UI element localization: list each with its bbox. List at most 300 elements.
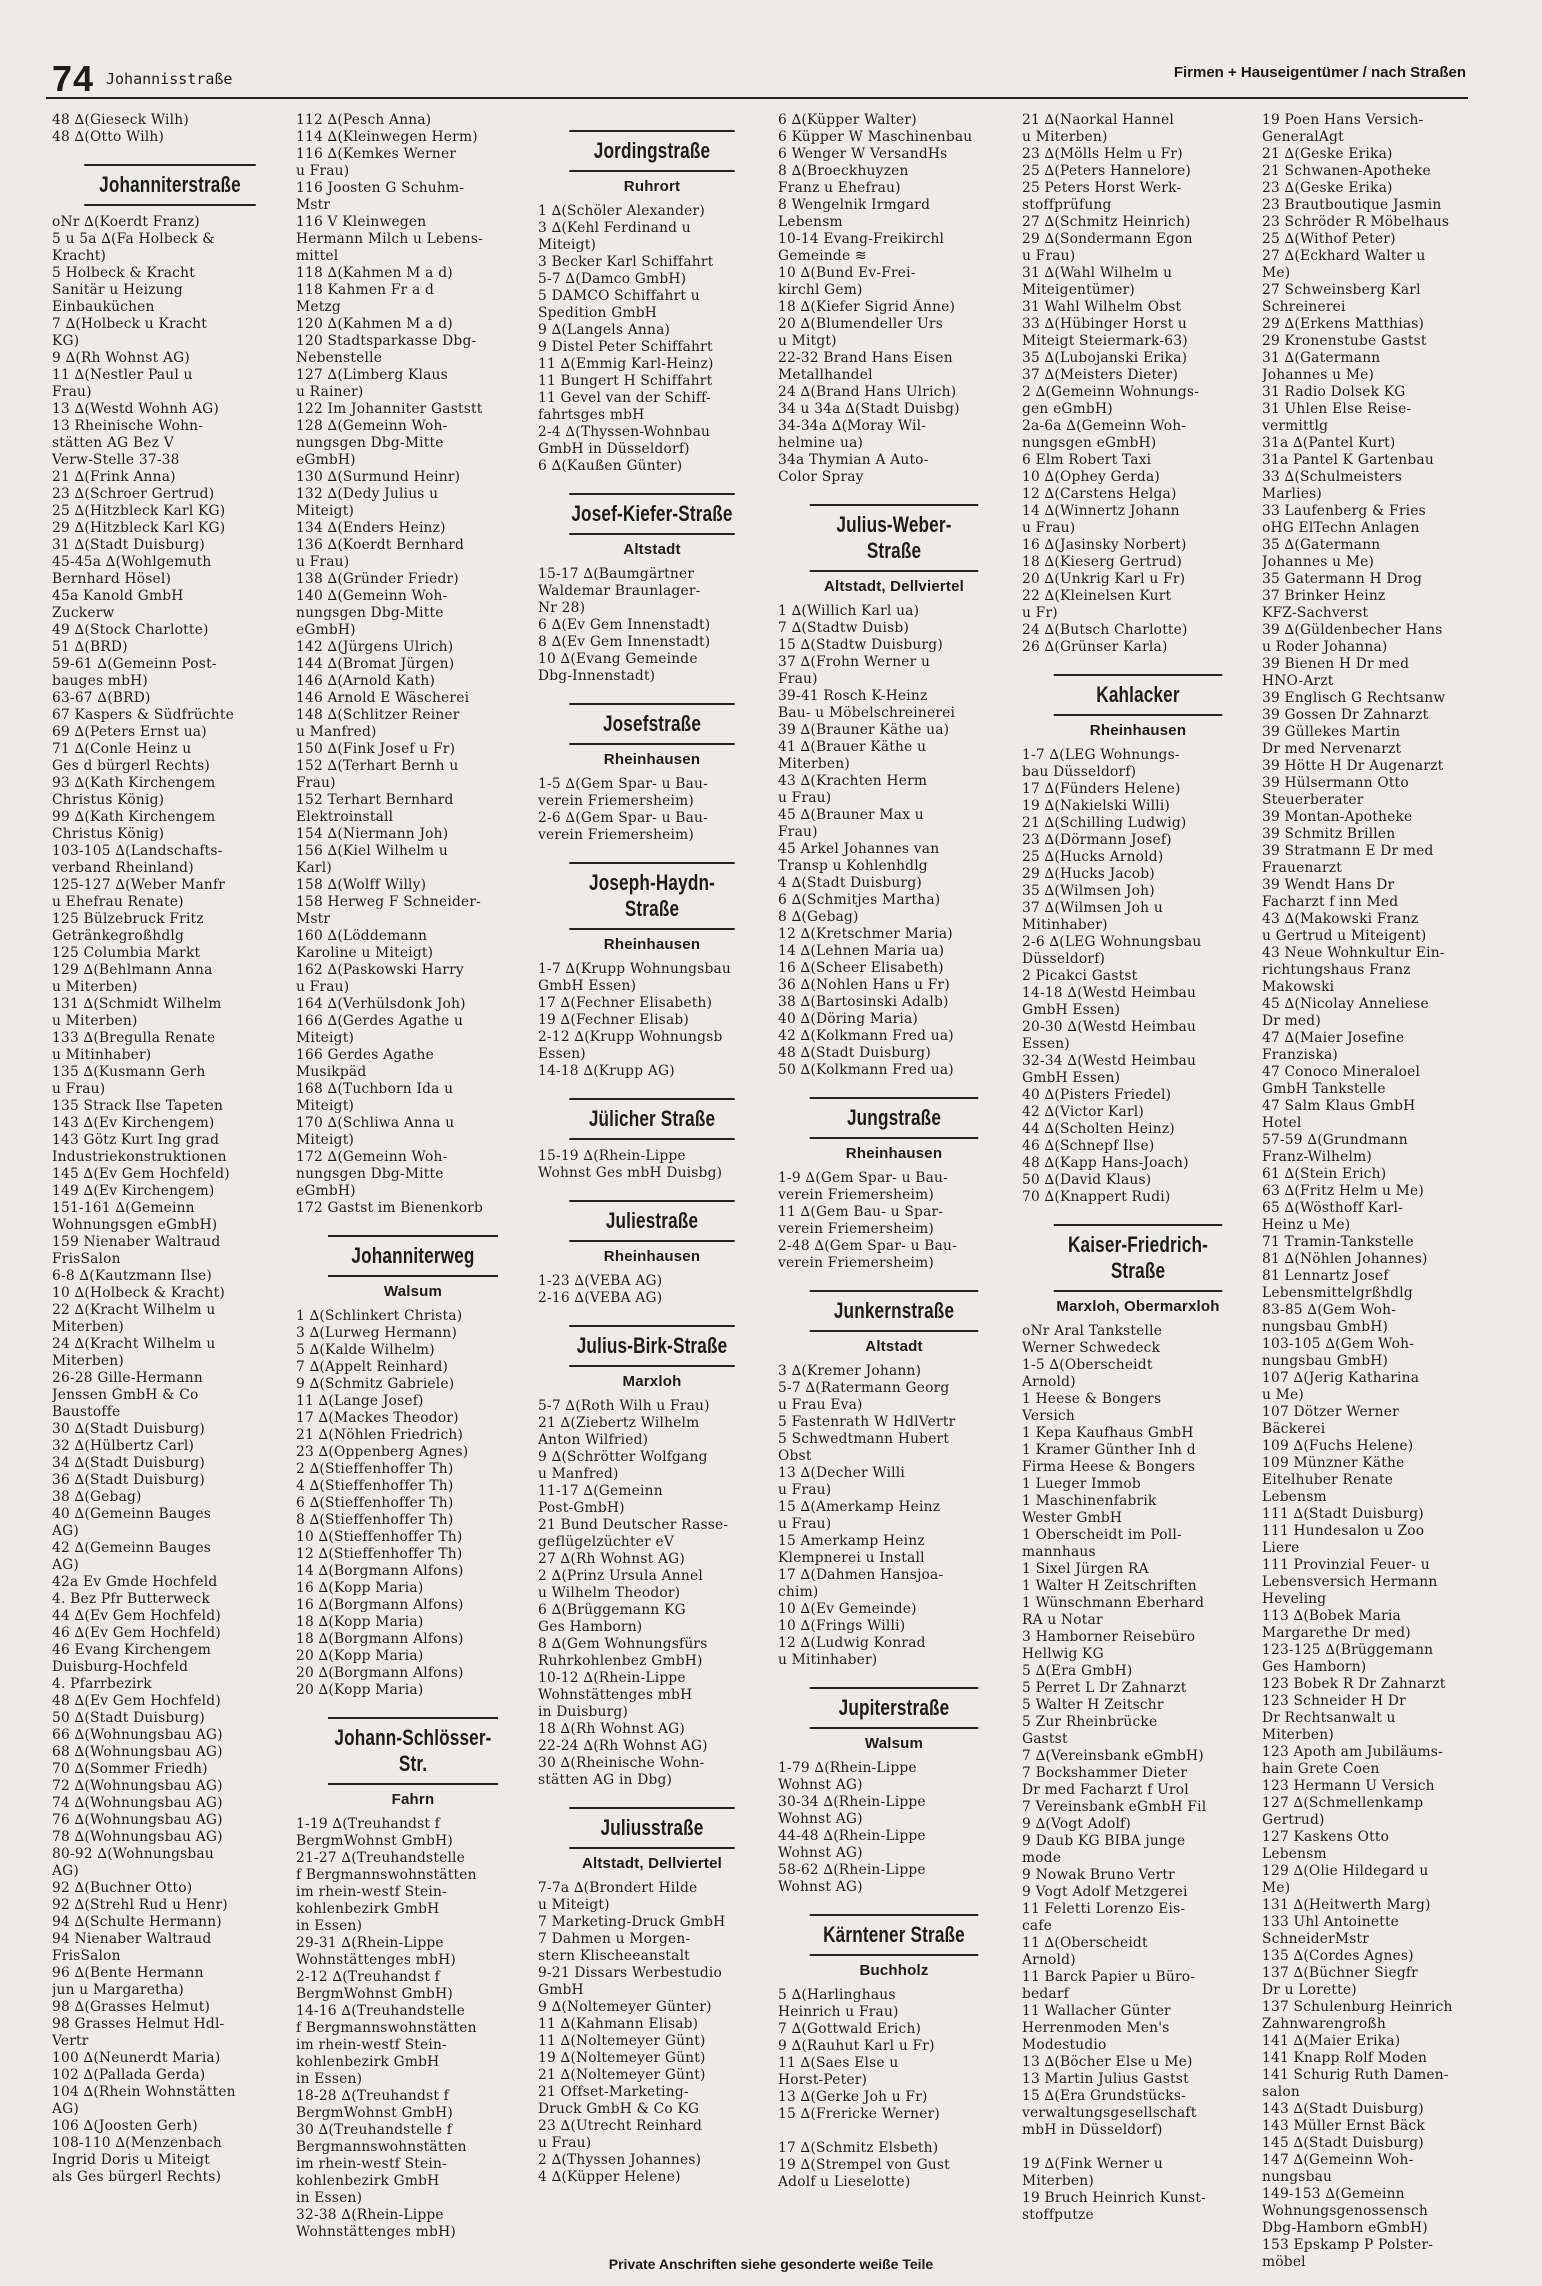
directory-entry: 118 Kahmen Fr a d (296, 282, 435, 298)
directory-entry: Lebensmittelgrßhdlg (1262, 1285, 1413, 1301)
directory-entry: 46 Evang Kirchengem (52, 1642, 211, 1658)
directory-entry: 19 ∆(Nakielski Willi) (1022, 798, 1171, 814)
directory-entry: nungsbau GmbH) (1262, 1319, 1389, 1335)
directory-entry: Dbg-Hamborn eGmbH) (1262, 2220, 1428, 2236)
directory-entry: 29 Kronenstube Gastst (1262, 333, 1427, 349)
directory-entry: 17 ∆(Dahmen Hansjoa- (778, 1567, 944, 1583)
directory-entry: mittel (296, 248, 339, 264)
directory-entry: 1 Heese & Bongers (1022, 1391, 1162, 1407)
directory-entry: salon (1262, 2084, 1300, 2100)
directory-entry: 26-28 Gille-Hermann (52, 1370, 203, 1386)
directory-entry: Bäckerei (1262, 1421, 1326, 1437)
district-name: Marxloh, Obermarxloh (1056, 1298, 1220, 1315)
directory-entry: u Mitinhaber) (778, 1652, 878, 1668)
directory-entry: 25 ∆(Hitzbleck Karl KG) (52, 503, 226, 519)
directory-entry: 1-23 ∆(VEBA AG) (538, 1273, 663, 1289)
directory-entry: 72 ∆(Wohnungsbau AG) (52, 1778, 223, 1794)
directory-entry: GeneralAgt (1262, 129, 1344, 145)
directory-entry: BergmWohnst GmbH) (296, 1833, 453, 1849)
directory-entry: Horst-Peter) (778, 2072, 868, 2088)
directory-entry: Wohnstättenges mbH) (296, 1952, 456, 1968)
directory-entry: 5 ∆(Era GmbH) (1022, 1663, 1133, 1679)
directory-entry: oNr Aral Tankstelle (1022, 1323, 1163, 1339)
directory-entry: 23 ∆(Utrecht Reinhard (538, 2118, 703, 2134)
directory-entry (1022, 2139, 1254, 2156)
directory-entry: 21 ∆(Frink Anna) (52, 469, 176, 485)
directory-entry: 31 ∆(Gatermann (1262, 350, 1381, 366)
directory-entry: 6 ∆(Ev Gem Innenstadt) (538, 617, 711, 633)
directory-entry: kohlenbezirk GmbH (296, 1901, 440, 1917)
directory-entry: 20 ∆(Kopp Maria) (296, 1648, 424, 1664)
directory-entry: 15 ∆(Stadtw Duisburg) (778, 637, 943, 653)
directory-entry: 128 ∆(Gemeinn Woh- (296, 418, 448, 434)
directory-entry: 127 ∆(Schmellenkamp (1262, 1795, 1424, 1811)
directory-entry: in Essen) (296, 2190, 363, 2206)
directory-entry: Hellwig KG (1022, 1646, 1104, 1662)
directory-entry: 39 Wendt Hans Dr (1262, 877, 1395, 893)
directory-entry: als Ges bürgerl Rechts) (52, 2169, 222, 2185)
directory-entry: 32 ∆(Hülbertz Carl) (52, 1438, 195, 1454)
directory-entry: u Ehefrau Renate) (52, 894, 184, 910)
directory-entry: 9 ∆(Schrötter Wolfgang (538, 1449, 708, 1465)
directory-entry: 168 ∆(Tuchborn Ida u (296, 1081, 454, 1097)
directory-entry: Versich (1022, 1408, 1075, 1424)
directory-entry: 15-17 ∆(Baumgärtner (538, 566, 695, 582)
directory-entry: BergmWohnst GmbH) (296, 1986, 453, 2002)
directory-entry: 23 ∆(Dörmann Josef) (1022, 832, 1172, 848)
directory-entry: 146 ∆(Arnold Kath) (296, 673, 436, 689)
directory-entry: 37 ∆(Meisters Dieter) (1022, 367, 1179, 383)
street-name: Kahlacker (1054, 674, 1222, 716)
street-heading (296, 1235, 530, 1300)
directory-entry: 9 ∆(Schmitz Gabriele) (296, 1376, 455, 1392)
directory-entry: 5-7 ∆(Ratermann Georg (778, 1380, 950, 1396)
directory-entry: 6 Elm Robert Taxi (1022, 452, 1152, 468)
directory-entry: 26 ∆(Grünser Karla) (1022, 639, 1168, 655)
directory-entry: Zahnwarengroßh (1262, 2016, 1386, 2032)
directory-entry: 131 ∆(Heitwerth Marg) (1262, 1897, 1431, 1913)
directory-entry: 18 ∆(Kopp Maria) (296, 1614, 424, 1630)
directory-entry: 2-12 ∆(Treuhandst f (296, 1969, 440, 1985)
directory-entry: 50 ∆(Kolkmann Fred ua) (778, 1062, 954, 1078)
directory-entry: verwaltungsgesellschaft (1022, 2105, 1197, 2121)
directory-entry: 133 ∆(Bregulla Renate (52, 1030, 216, 1046)
directory-entry: 3 ∆(Kehl Ferdinand u (538, 220, 691, 236)
directory-entry: 34a Thymian A Auto- (778, 452, 929, 468)
directory-entry: nungsbau GmbH) (1262, 1353, 1389, 1369)
directory-entry: 159 Nienaber Waltraud (52, 1234, 221, 1250)
directory-entry: 11 ∆(Gem Bau- u Spar- (778, 1204, 944, 1220)
directory-entry: 10 ∆(Holbeck & Kracht) (52, 1285, 225, 1301)
directory-entry: 2 ∆(Thyssen Johannes) (538, 2152, 702, 2168)
street-name: Jülicher Straße (569, 1098, 734, 1140)
directory-entry: stoffputze (1022, 2207, 1094, 2223)
directory-entry: Düsseldorf) (1022, 951, 1106, 967)
directory-entry: 76 ∆(Wohnungsbau AG) (52, 1812, 223, 1828)
directory-entry: nungsgen Dbg-Mitte (296, 605, 444, 621)
directory-entry: 50 ∆(David Klaus) (1022, 1172, 1152, 1188)
directory-entry: Miterben) (1262, 1727, 1334, 1743)
directory-entry: 59-61 ∆(Gemeinn Post- (52, 656, 217, 672)
directory-entry: 42 ∆(Gemeinn Bauges (52, 1540, 212, 1556)
directory-entry: richtungshaus Franz (1262, 962, 1411, 978)
directory-entry: 15 ∆(Era Grundstücks- (1022, 2088, 1186, 2104)
directory-entry: Dr med) (1262, 1013, 1321, 1029)
directory-entry: u Mitinhaber) (52, 1047, 152, 1063)
directory-entry: Miteigt) (296, 1132, 355, 1148)
directory-entry: 19 ∆(Fink Werner u (1022, 2156, 1163, 2172)
directory-entry: 1 Kepa Kaufhaus GmbH (1022, 1425, 1194, 1441)
directory-entry: 24 ∆(Butsch Charlotte) (1022, 622, 1188, 638)
directory-entry: Miterben) (778, 756, 850, 772)
directory-entry: 22 ∆(Kracht Wilhelm u (52, 1302, 216, 1318)
directory-entry: 11 Wallacher Günter (1022, 2003, 1171, 2019)
column-2 (296, 112, 530, 2241)
directory-entry: 102 ∆(Pallada Gerda) (52, 2067, 206, 2083)
directory-entry: 39 Hötte H Dr Augenarzt (1262, 758, 1444, 774)
directory-entry: Lebensm (1262, 1846, 1327, 1862)
directory-entry: Lebensm (778, 214, 843, 230)
directory-entry: Dr med Nervenarzt (1262, 741, 1402, 757)
directory-entry: 2 ∆(Stieffenhoffer Th) (296, 1461, 454, 1477)
directory-entry: 135 ∆(Cordes Agnes) (1262, 1948, 1414, 1964)
directory-entry: Steuerberater (1262, 792, 1364, 808)
directory-entry: Mstr (296, 911, 331, 927)
street-heading (778, 1290, 1010, 1355)
directory-entry: 40 ∆(Gemeinn Bauges (52, 1506, 212, 1522)
directory-entry: 1 Sixel Jürgen RA (1022, 1561, 1149, 1577)
directory-entry: Schreinerei (1262, 299, 1346, 315)
directory-entry: 43 Neue Wohnkultur Ein- (1262, 945, 1445, 961)
directory-entry: 23 ∆(Oppenberg Agnes) (296, 1444, 469, 1460)
directory-entry: Dr u Lorette) (1262, 1982, 1357, 1998)
directory-entry: 40 ∆(Döring Maria) (778, 1011, 919, 1027)
directory-entry: Eitelhuber Renate (1262, 1472, 1394, 1488)
directory-entry: Essen) (1022, 1036, 1070, 1052)
directory-entry: 17 ∆(Schmitz Elsbeth) (778, 2140, 939, 2156)
directory-entry: 135 ∆(Kusmann Gerh (52, 1064, 206, 1080)
directory-entry: Dr med Facharzt f Urol (1022, 1782, 1189, 1798)
directory-entry: 13 Martin Julius Gastst (1022, 2071, 1189, 2087)
directory-entry: Hermann Milch u Lebens- (296, 231, 484, 247)
directory-entry: 14-16 ∆(Treuhandstelle (296, 2003, 466, 2019)
directory-entry: 8 ∆(Broeckhuyzen (778, 163, 909, 179)
directory-entry: 156 ∆(Kiel Wilhelm u (296, 843, 448, 859)
directory-entry: 13 ∆(Westd Wohnh AG) (52, 401, 219, 417)
directory-entry: stern Klischeeanstalt (538, 1948, 690, 1964)
directory-entry: Wohnst Ges mbH Duisbg) (538, 1165, 723, 1181)
directory-entry: 40 ∆(Pisters Friedel) (1022, 1087, 1172, 1103)
directory-entry: Frau) (52, 384, 92, 400)
directory-entry: 2 ∆(Prinz Ursula Annel (538, 1568, 703, 1584)
directory-entry: 46 ∆(Ev Gem Hochfeld) (52, 1625, 221, 1641)
directory-entry: Wohnungsgen eGmbH) (52, 1217, 218, 1233)
directory-entry: 149 ∆(Ev Kirchengem) (52, 1183, 215, 1199)
directory-entry: 145 ∆(Stadt Duisburg) (1262, 2135, 1424, 2151)
directory-entry: 7 Dahmen u Morgen- (538, 1931, 691, 1947)
directory-entry: 127 Kaskens Otto (1262, 1829, 1390, 1845)
directory-entry: 20 ∆(Unkrig Karl u Fr) (1022, 571, 1186, 587)
directory-entry: 5-7 ∆(Damco GmbH) (538, 271, 687, 287)
directory-entry: 98 ∆(Grasses Helmut) (52, 1999, 211, 2015)
directory-entry: 15 ∆(Frericke Werner) (778, 2106, 940, 2122)
directory-entry: 30 ∆(Rheinische Wohn- (538, 1755, 705, 1771)
directory-entry: 1-9 ∆(Gem Spar- u Bau- (778, 1170, 949, 1186)
directory-entry: 7 ∆(Appelt Reinhard) (296, 1359, 449, 1375)
directory-entry: 5 Fastenrath W HdlVertr (778, 1414, 956, 1430)
directory-entry: möbel (1262, 2254, 1306, 2270)
directory-entry: 9 Daub KG BIBA junge (1022, 1833, 1186, 1849)
directory-entry: 141 ∆(Maier Erika) (1262, 2033, 1401, 2049)
directory-entry: 93 ∆(Kath Kirchengem (52, 775, 216, 791)
directory-entry: Getränkegroßhdlg (52, 928, 185, 944)
directory-entry: 39 Englisch G Rechtsanw (1262, 690, 1446, 706)
street-name: Joseph-Haydn-Straße (569, 862, 734, 930)
directory-entry: 19 Bruch Heinrich Kunst- (1022, 2190, 1206, 2206)
directory-entry: Mstr (296, 197, 331, 213)
directory-entry: 21 ∆(Geske Erika) (1262, 146, 1393, 162)
directory-entry: Miterben) (52, 1319, 124, 1335)
directory-entry: SchneiderMstr (1262, 1931, 1370, 1947)
directory-entry: 1-5 ∆(Oberscheidt (1022, 1357, 1153, 1373)
directory-entry: 35 ∆(Wilmsen Joh) (1022, 883, 1155, 899)
directory-entry: Vertr (52, 2033, 89, 2049)
directory-entry: Firma Heese & Bongers (1022, 1459, 1196, 1475)
directory-entry: 30-34 ∆(Rhein-Lippe (778, 1794, 926, 1810)
directory-entry: 43 ∆(Makowski Franz (1262, 911, 1419, 927)
directory-entry: Marlies) (1262, 486, 1323, 502)
street-heading (296, 1717, 530, 1808)
directory-entry: 31 ∆(Stadt Duisburg) (52, 537, 205, 553)
directory-entry: Sanitär u Heizung (52, 282, 183, 298)
street-heading (778, 1097, 1010, 1162)
directory-entry: 7 Bockshammer Dieter (1022, 1765, 1188, 1781)
directory-entry: 4 ∆(Stieffenhoffer Th) (296, 1478, 454, 1494)
directory-entry: Nebenstelle (296, 350, 383, 366)
directory-entry: 46 ∆(Schnepf Ilse) (1022, 1138, 1155, 1154)
directory-entry: 21 ∆(Naorkal Hannel (1022, 112, 1174, 128)
directory-entry: 65 ∆(Wösthoff Karl- (1262, 1200, 1403, 1216)
directory-entry: Wohnst AG) (778, 1845, 863, 1861)
directory-entry: 113 ∆(Bobek Maria (1262, 1608, 1401, 1624)
directory-entry: Heveling (1262, 1591, 1327, 1607)
directory-entry: 8 ∆(Gem Wohnungsfürs (538, 1636, 708, 1652)
directory-entry: 27 ∆(Eckhard Walter u (1262, 248, 1426, 264)
directory-entry: helmine ua) (778, 435, 864, 451)
directory-entry: Johannes u Me) (1262, 367, 1375, 383)
directory-entry: 153 Epskamp P Polster- (1262, 2237, 1434, 2253)
directory-entry: 170 ∆(Schliwa Anna u (296, 1115, 455, 1131)
directory-entry: 6 ∆(Stieffenhoffer Th) (296, 1495, 454, 1511)
directory-entry: gen eGmbH) (1022, 401, 1113, 417)
directory-entry: 12 ∆(Stieffenhoffer Th) (296, 1546, 463, 1562)
directory-entry: 63-67 ∆(BRD) (52, 690, 151, 706)
directory-entry: 29-31 ∆(Rhein-Lippe (296, 1935, 444, 1951)
directory-entry: 45a Kanold GmbH (52, 588, 184, 604)
directory-entry: 48 ∆(Otto Wilh) (52, 129, 165, 145)
directory-entry: HNO-Arzt (1262, 673, 1334, 689)
directory-entry: in Duisburg) (538, 1704, 629, 1720)
directory-entry: Me) (1262, 1880, 1291, 1896)
directory-entry: 103-105 ∆(Landschafts- (52, 843, 223, 859)
directory-entry: Metallhandel (778, 367, 873, 383)
directory-entry: 107 ∆(Jerig Katharina (1262, 1370, 1420, 1386)
directory-entry: 2 Picakci Gastst (1022, 968, 1138, 984)
directory-entry: u Gertrud u Miteigent) (1262, 928, 1427, 944)
directory-entry: 19 ∆(Noltemeyer Günt) (538, 2050, 706, 2066)
directory-entry: 10 ∆(Ophey Gerda) (1022, 469, 1160, 485)
directory-entry: Metzg (296, 299, 341, 315)
directory-entry: 116 ∆(Kemkes Werner (296, 146, 457, 162)
directory-entry: 51 ∆(BRD) (52, 639, 128, 655)
directory-entry: Essen) (538, 1046, 586, 1062)
directory-entry: u Miterben) (52, 979, 138, 995)
directory-entry: 18-28 ∆(Treuhandst f (296, 2088, 449, 2104)
directory-entry: 9 ∆(Noltemeyer Günter) (538, 1999, 712, 2015)
directory-entry: 1 ∆(Willich Karl ua) (778, 603, 920, 619)
directory-entry: 5 u 5a ∆(Fa Holbeck & (52, 231, 215, 247)
directory-entry: 11 ∆(Noltemeyer Günt) (538, 2033, 706, 2049)
directory-entry: Zuckerw (52, 605, 115, 621)
directory-entry: verein Friemersheim) (538, 793, 695, 809)
directory-entry: 44-48 ∆(Rhein-Lippe (778, 1828, 926, 1844)
directory-entry: 35 ∆(Gatermann (1262, 537, 1381, 553)
directory-entry: 15 ∆(Amerkamp Heinz (778, 1499, 941, 1515)
directory-entry: Miteigt) (296, 1098, 355, 1114)
directory-entry: Elektroinstall (296, 809, 394, 825)
directory-entry: 25 Peters Horst Werk- (1022, 180, 1182, 196)
directory-entry: 48 ∆(Stadt Duisburg) (778, 1045, 931, 1061)
directory-entry: 114 ∆(Kleinwegen Herm) (296, 129, 478, 145)
directory-entry: 37 ∆(Wilmsen Joh u (1022, 900, 1163, 916)
directory-entry: GmbH Essen) (538, 978, 637, 994)
directory-entry: 78 ∆(Wohnungsbau AG) (52, 1829, 223, 1845)
directory-entry: 8 ∆(Gebag) (778, 909, 859, 925)
street-name: Junkernstraße (810, 1290, 978, 1332)
directory-entry: Arnold) (1022, 1374, 1076, 1390)
directory-entry: 11 ∆(Lange Josef) (296, 1393, 424, 1409)
directory-entry: 12 ∆(Ludwig Konrad (778, 1635, 926, 1651)
directory-entry: vermittlg (1262, 418, 1329, 434)
directory-entry: verband Rheinland) (52, 860, 194, 876)
directory-entry: 136 ∆(Koerdt Bernhard (296, 537, 465, 553)
directory-entry: u Frau) (52, 1081, 106, 1097)
directory-entry: 1-7 ∆(Krupp Wohnungsbau (538, 961, 732, 977)
directory-entry: 143 ∆(Stadt Duisburg) (1262, 2101, 1424, 2117)
street-heading (538, 1807, 766, 1872)
directory-entry: 123 Hermann U Versich (1262, 1778, 1435, 1794)
directory-entry: 1 ∆(Schlinkert Christa) (296, 1308, 463, 1324)
directory-entry: 96 ∆(Bente Hermann (52, 1965, 204, 1981)
directory-entry: 42 ∆(Kolkmann Fred ua) (778, 1028, 954, 1044)
directory-entry: 14 ∆(Borgmann Alfons) (296, 1563, 464, 1579)
directory-entry: 94 ∆(Schulte Hermann) (52, 1914, 222, 1930)
directory-entry: stoffprüfung (1022, 197, 1112, 213)
column-5 (1022, 112, 1254, 2224)
directory-entry: 5 Perret L Dr Zahnarzt (1022, 1680, 1187, 1696)
street-heading (538, 493, 766, 558)
directory-entry: u Frau Eva) (778, 1397, 863, 1413)
directory-entry: 1 Oberscheidt im Poll- (1022, 1527, 1182, 1543)
directory-entry: u Roder Johanna) (1262, 639, 1388, 655)
directory-entry: Dbg-Innenstadt) (538, 668, 656, 684)
directory-entry: 7 ∆(Gottwald Erich) (778, 2021, 922, 2037)
directory-entry: 21 Bund Deutscher Rasse- (538, 1517, 729, 1533)
directory-entry: 48 ∆(Gieseck Wilh) (52, 112, 189, 128)
street-name: Juliusstraße (569, 1807, 734, 1849)
directory-entry: 11 ∆(Kahmann Elisab) (538, 2016, 699, 2032)
district-name: Altstadt (865, 1338, 923, 1355)
directory-entry: Modestudio (1022, 2037, 1107, 2053)
directory-entry: 8 ∆(Stieffenhoffer Th) (296, 1512, 454, 1528)
directory-entry: 1 Maschinenfabrik (1022, 1493, 1157, 1509)
directory-entry: 31a ∆(Pantel Kurt) (1262, 435, 1396, 451)
directory-entry: 5 ∆(Kalde Wilhelm) (296, 1342, 435, 1358)
directory-entry: 80-92 ∆(Wohnungsbau (52, 1846, 214, 1862)
directory-entry: Anton Wilfried) (538, 1432, 649, 1448)
directory-entry: 42a Ev Gmde Hochfeld (52, 1574, 218, 1590)
directory-entry: 111 ∆(Stadt Duisburg) (1262, 1506, 1424, 1522)
directory-entry: 7 ∆(Stadtw Duisb) (778, 620, 910, 636)
directory-entry: 99 ∆(Kath Kirchengem (52, 809, 216, 825)
directory-entry: Duisburg-Hochfeld (52, 1659, 189, 1675)
directory-entry: KFZ-Sachverst (1262, 605, 1369, 621)
district-name: Walsum (383, 1283, 443, 1300)
directory-entry: Miterben) (1022, 2173, 1094, 2189)
directory-entry: 134 ∆(Enders Heinz) (296, 520, 446, 536)
directory-entry: u Miteigt) (538, 1897, 610, 1913)
directory-entry: 4 ∆(Stadt Duisburg) (778, 875, 922, 891)
directory-entry: 22-32 Brand Hans Eisen (778, 350, 953, 366)
directory-entry: 162 ∆(Paskowski Harry (296, 962, 464, 978)
directory-entry: Wohnungsgenossensch (1262, 2203, 1428, 2219)
directory-entry: 158 ∆(Wolff Willy) (296, 877, 427, 893)
directory-entry: 146 Arnold E Wäscherei (296, 690, 470, 706)
directory-entry: 160 ∆(Löddemann (296, 928, 428, 944)
directory-entry: 16 ∆(Kopp Maria) (296, 1580, 424, 1596)
directory-entry: 19 ∆(Fechner Elisab) (538, 1012, 690, 1028)
street-heading (538, 1200, 766, 1265)
directory-entry: 48 ∆(Ev Gem Hochfeld) (52, 1693, 221, 1709)
directory-entry: 7-7a ∆(Brondert Hilde (538, 1880, 698, 1896)
directory-entry: u Frau) (778, 790, 832, 806)
directory-entry: FrisSalon (52, 1251, 121, 1267)
directory-entry: Bau- u Möbelschreinerei (778, 705, 956, 721)
directory-entry: 7 Marketing-Druck GmbH (538, 1914, 726, 1930)
directory-entry: bauges mbH) (52, 673, 148, 689)
directory-entry: 8 Wengelnik Irmgard (778, 197, 931, 213)
page-street-title: Johannisstraße (106, 70, 233, 88)
directory-entry: Franz-Wilhelm) (1262, 1149, 1372, 1165)
column-1 (52, 112, 288, 2186)
directory-entry: Arnold) (1022, 1952, 1076, 1968)
directory-entry: Ruhrkohlenbez GmbH) (538, 1653, 703, 1669)
directory-entry: 16 ∆(Borgmann Alfons) (296, 1597, 464, 1613)
directory-entry: 58-62 ∆(Rhein-Lippe (778, 1862, 926, 1878)
directory-entry: u Frau) (778, 1516, 832, 1532)
district-name: Fahrn (391, 1791, 435, 1808)
directory-entry: Miteigt) (296, 503, 355, 519)
directory-entry: mbH in Düsseldorf) (1022, 2122, 1163, 2138)
directory-entry: 1-79 ∆(Rhein-Lippe (778, 1760, 917, 1776)
directory-entry: u Me) (1262, 1387, 1304, 1403)
directory-entry: 13 ∆(Decher Willi (778, 1465, 905, 1481)
directory-entry: 21 ∆(Schilling Ludwig) (1022, 815, 1187, 831)
directory-entry: 6 ∆(Brüggemann KG (538, 1602, 686, 1618)
directory-entry: 13 ∆(Gerke Joh u Fr) (778, 2089, 928, 2105)
directory-entry: 111 Provinzial Feuer- u (1262, 1557, 1430, 1573)
directory-entry: 135 Strack Ilse Tapeten (52, 1098, 224, 1114)
